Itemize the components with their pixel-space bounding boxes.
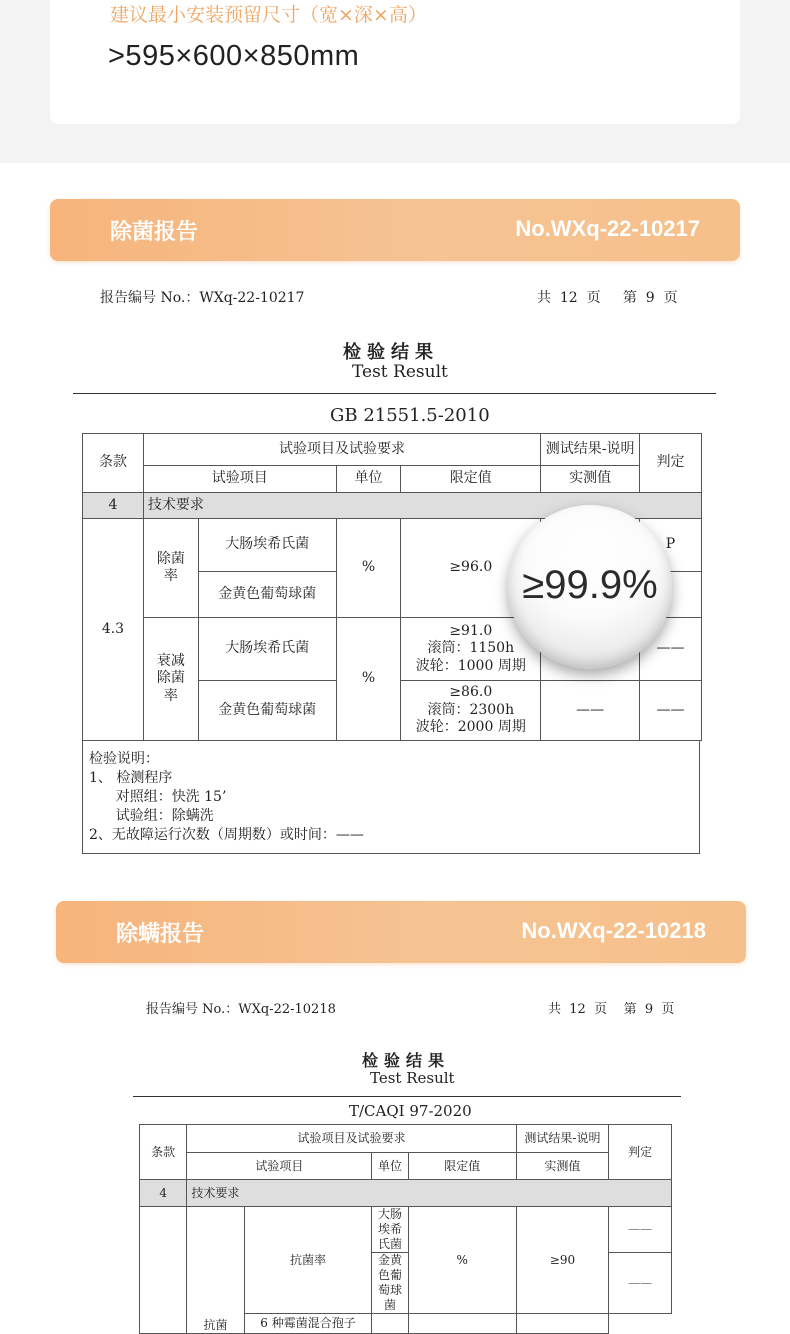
- limit-value: ≥90: [516, 1207, 609, 1314]
- unit-percent: %: [336, 618, 401, 741]
- tech-clause-number: 4: [83, 493, 144, 519]
- measured-cell: [516, 1314, 609, 1334]
- install-size-value: >595×600×850mm: [108, 40, 360, 72]
- header-measured: 实测值: [541, 466, 640, 493]
- magnified-result: ≥99.9%: [522, 563, 658, 607]
- item-staph-aureus: 金黄色葡萄球菌: [198, 572, 336, 618]
- header-unit: 单位: [372, 1153, 408, 1180]
- report-number-line: 报告编号 No.：WXq-22-10218: [146, 1002, 336, 1017]
- group-sterilization-rate: 除菌率: [143, 519, 198, 618]
- magnifier-highlight: [508, 505, 672, 669]
- notes-line: 试验组：除螨洗: [89, 808, 214, 824]
- verdict-pass: P: [640, 519, 702, 572]
- result-subtitle: Test Result: [352, 362, 448, 382]
- result-title: 检验结果: [362, 1051, 451, 1070]
- limit-line: 滚筒：1150h: [427, 640, 515, 657]
- item-mold-spores: 6 种霉菌混合孢子: [244, 1314, 372, 1334]
- limit-value-2: [401, 681, 541, 741]
- item-e-coli: 大肠埃希氏菌: [198, 519, 336, 572]
- notes-line: 1、 检测程序: [89, 770, 173, 786]
- header-items-requirements: 试验项目及试验要求: [143, 434, 540, 466]
- mite-removal-report-banner: [56, 901, 746, 963]
- divider-line: [133, 1096, 681, 1097]
- install-size-card: [50, 0, 740, 124]
- measured-dash: ——: [609, 1207, 672, 1253]
- limit-line: 滚筒：2300h: [427, 701, 515, 718]
- limit-line: 波轮：1000 周期: [415, 657, 526, 674]
- header-limit: 限定值: [401, 466, 541, 493]
- header-test-item: 试验项目: [187, 1153, 372, 1180]
- header-verdict: 判定: [640, 434, 702, 493]
- page-info: 共 12 页 第 9 页: [548, 1002, 675, 1017]
- page-info: 共 12 页 第 9 页: [537, 290, 678, 306]
- verdict-dash: ——: [640, 681, 702, 741]
- limit-cell: [408, 1314, 516, 1334]
- item-e-coli: 大肠埃希氏菌: [198, 618, 336, 681]
- tech-requirements-label: 技术要求: [187, 1180, 672, 1207]
- item-staph-aureus: 金黄色葡萄球菌: [372, 1253, 408, 1314]
- limit-line: ≥91.0: [449, 622, 493, 639]
- header-verdict: 判定: [609, 1125, 672, 1180]
- header-clause: 条款: [83, 434, 144, 493]
- divider-line: [73, 393, 716, 394]
- notes-line: 2、无故障运行次数（周期数）或时间：——: [89, 827, 364, 843]
- header-measured: 实测值: [516, 1153, 609, 1180]
- header-items-requirements: 试验项目及试验要求: [187, 1125, 516, 1153]
- header-clause: 条款: [140, 1125, 187, 1180]
- group-antibacterial-rate: 抗菌率: [244, 1207, 372, 1314]
- test-notes: [82, 741, 700, 854]
- test-result-table: [139, 1124, 672, 1334]
- unit-cell: [372, 1314, 408, 1334]
- limit-line: ≥86.0: [449, 684, 493, 701]
- clause-number: 4.3: [83, 519, 144, 741]
- item-staph-aureus: 金黄色葡萄球菌: [198, 681, 336, 741]
- install-size-label: 建议最小安装预留尺寸（宽×深×高）: [110, 4, 427, 26]
- banner-title: 除菌报告: [110, 220, 199, 245]
- unit-percent: %: [336, 519, 401, 618]
- header-test-description: 测试结果-说明: [516, 1125, 609, 1153]
- banner-report-number: No.WXq-22-10217: [515, 216, 700, 241]
- sterilization-report-banner: [50, 199, 740, 261]
- measured-dash: ——: [609, 1253, 672, 1314]
- clause-number: [140, 1207, 187, 1334]
- notes-line: 检验说明：: [89, 751, 159, 767]
- standard-code: GB 21551.5-2010: [330, 405, 490, 426]
- report-number-line: 报告编号 No.：WXq-22-10217: [100, 290, 305, 306]
- result-subtitle: Test Result: [370, 1069, 455, 1087]
- verdict-dash: ——: [640, 618, 702, 681]
- header-limit: 限定值: [408, 1153, 516, 1180]
- limit-line: 波轮：2000 周期: [415, 719, 526, 736]
- limit-value: ≥96.0: [401, 519, 541, 618]
- header-unit: 单位: [336, 466, 401, 493]
- banner-report-number: No.WXq-22-10218: [521, 918, 706, 943]
- header-test-item: 试验项目: [143, 466, 336, 493]
- result-title: 检验结果: [343, 342, 439, 363]
- item-e-coli: 大肠埃希氏菌: [372, 1207, 408, 1253]
- unit-percent: %: [408, 1207, 516, 1314]
- tech-requirements-label: 技术要求: [143, 493, 701, 519]
- measured-dash: ——: [541, 681, 640, 741]
- group-attenuation-rate: 衰减除菌率: [143, 618, 198, 741]
- tech-clause-number: 4: [140, 1180, 187, 1207]
- header-test-description: 测试结果-说明: [541, 434, 640, 466]
- banner-title: 除螨报告: [116, 922, 205, 947]
- standard-code: T/CAQI 97-2020: [349, 1102, 472, 1120]
- notes-line: 对照组：快洗 15’: [89, 789, 227, 805]
- group-antibacterial-partial: 抗菌: [187, 1207, 244, 1334]
